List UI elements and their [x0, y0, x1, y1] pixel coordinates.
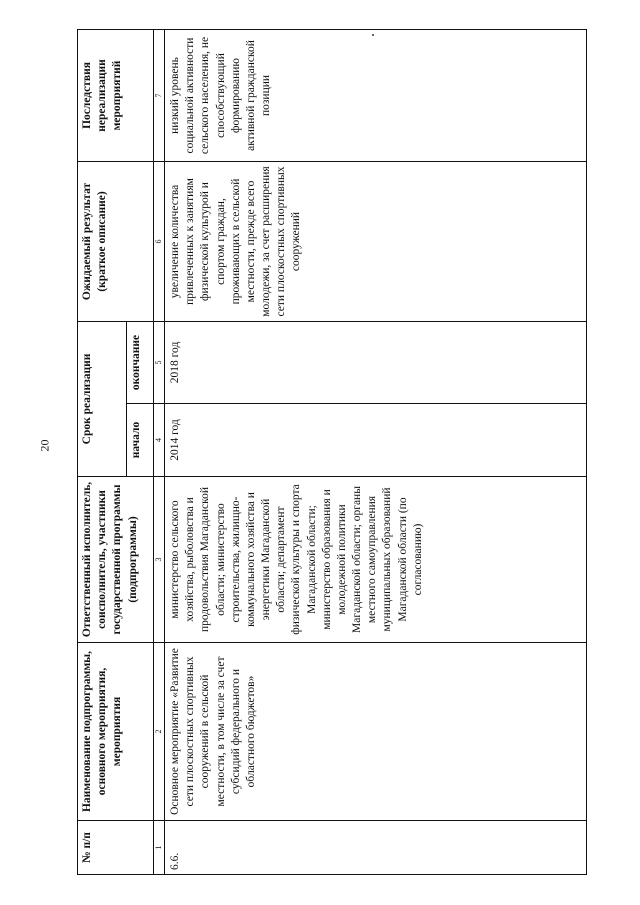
row-num: 6.6. — [165, 821, 587, 875]
column-numbers-row — [154, 29, 165, 874]
header-name: Наименование подпрограммы, основного мероприятия, мероприятия — [78, 643, 154, 821]
row-consequences: низкий уровень социальной активности сельского населения, не способствующий формированию активной гражданской позиции — [165, 29, 587, 161]
header-num: № п/п — [78, 821, 154, 875]
column-number: 1 — [154, 821, 165, 875]
column-number: 4 — [154, 404, 165, 477]
page-number: 20 — [37, 439, 52, 452]
header-consequences: Последствия нереализации мероприятий — [78, 29, 154, 161]
column-number: 7 — [154, 29, 165, 161]
row-result: увеличение количества привлеченных к занятиям физической культурой и спортом граждан, проживающих в сельской местности, прежде всего молодежи, за счет расширения сети плоскостных спортивных сооружений — [165, 161, 587, 321]
rotated-table-container — [77, 30, 587, 875]
row-executor: министерство сельского хозяйства, рыболовства и продовольствия Магаданской области; министерство строительства, жилищно-коммунального хозяйства и энергетики Магаданской области; департамент физической культуры и спорта Магаданской области; министерство образования и молодежной политики Магаданской области; органы местного самоуправления муниципальных образований Магаданской области (по согласованию) — [165, 477, 587, 643]
measures-table — [77, 29, 587, 875]
header-end: окончание — [127, 321, 154, 403]
row-start: 2014 год — [165, 404, 587, 477]
header-executor: Ответственный исполнитель, соисполнитель, участники государственной программы (подпрограммы) — [78, 477, 154, 643]
row-name: Основное мероприятие «Развитие сети плоскостных спортивных сооружений в сельской местности, в том числе за счет субсидий федерального и областного бюджетов» — [165, 643, 587, 821]
column-number: 2 — [154, 643, 165, 821]
header-result: Ожидаемый результат (краткое описание) — [78, 161, 154, 321]
column-number: 3 — [154, 477, 165, 643]
table-row — [165, 29, 587, 874]
column-number: 5 — [154, 321, 165, 403]
header-term: Срок реализации — [78, 321, 127, 476]
header-start: начало — [127, 404, 154, 477]
column-number: 6 — [154, 161, 165, 321]
header-row-1 — [78, 29, 127, 874]
row-end: 2018 год — [165, 321, 587, 403]
